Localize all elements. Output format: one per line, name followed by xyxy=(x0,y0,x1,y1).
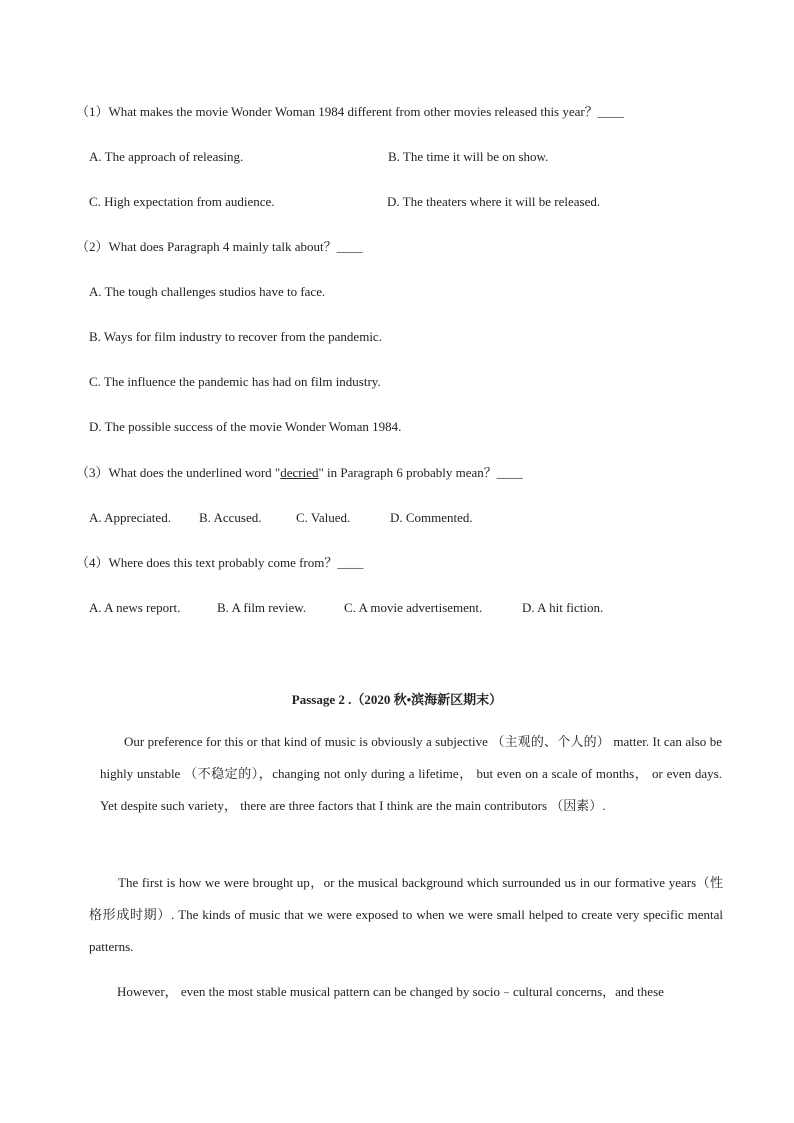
question-1-option-a: A. The approach of releasing. xyxy=(89,149,244,164)
question-3-option-c: C. Valued. xyxy=(296,510,351,525)
question-3-stem xyxy=(76,465,523,481)
question-1-option-b: B. The time it will be on show. xyxy=(388,149,549,164)
underlined-word: decried xyxy=(280,465,319,480)
question-3-stem-after: " in Paragraph 6 probably mean？____ xyxy=(318,465,523,480)
question-1-option-c: C. High expectation from audience. xyxy=(89,194,275,209)
question-4-option-d: D. A hit fiction. xyxy=(522,600,604,615)
question-4-stem: （4）Where does this text probably come from？____ xyxy=(76,555,364,570)
question-2-option-c: C. The influence the pandemic has had on film industry. xyxy=(89,374,381,389)
passage-paragraph-2: The first is how we were brought up，or the musical background which surrounded us in our formative years（性格形成时期）. The kinds of music that we were exposed to when we were small helped to create very specific mental patterns. xyxy=(89,875,723,954)
question-4-option-b: B. A film review. xyxy=(217,600,307,615)
question-2-stem: （2）What does Paragraph 4 mainly talk about？____ xyxy=(76,239,363,254)
question-2-option-a: A. The tough challenges studios have to face. xyxy=(89,284,326,299)
passage-title: Passage 2 .（2020 秋•滨海新区期末） xyxy=(291,692,503,707)
question-2-option-d: D. The possible success of the movie Wonder Woman 1984. xyxy=(89,419,402,434)
question-1-stem: （1）What makes the movie Wonder Woman 1984 different from other movies released this year？____ xyxy=(76,104,624,119)
passage-paragraph-1: Our preference for this or that kind of music is obviously a subjective （主观的、个人的） matter. It can also be highly unstable （不稳定的），changing not only during a lifetime， but even on a scale of months， or even days. Yet despite such variety， there are three factors that I think are the main contributors （因素）. xyxy=(100,734,722,813)
question-4-option-c: C. A movie advertisement. xyxy=(344,600,483,615)
question-3-option-a: A. Appreciated. xyxy=(89,510,171,525)
question-2-option-b: B. Ways for film industry to recover from the pandemic. xyxy=(89,329,382,344)
question-4-option-a: A. A news report. xyxy=(89,600,181,615)
question-3-option-d: D. Commented. xyxy=(390,510,473,525)
question-3-option-b: B. Accused. xyxy=(199,510,262,525)
question-1-option-d: D. The theaters where it will be released. xyxy=(387,194,601,209)
passage-paragraph-3: However， even the most stable musical pattern can be changed by socio﹣cultural concerns，and these xyxy=(117,984,664,999)
question-3-stem-before: （3）What does the underlined word " xyxy=(76,465,281,480)
